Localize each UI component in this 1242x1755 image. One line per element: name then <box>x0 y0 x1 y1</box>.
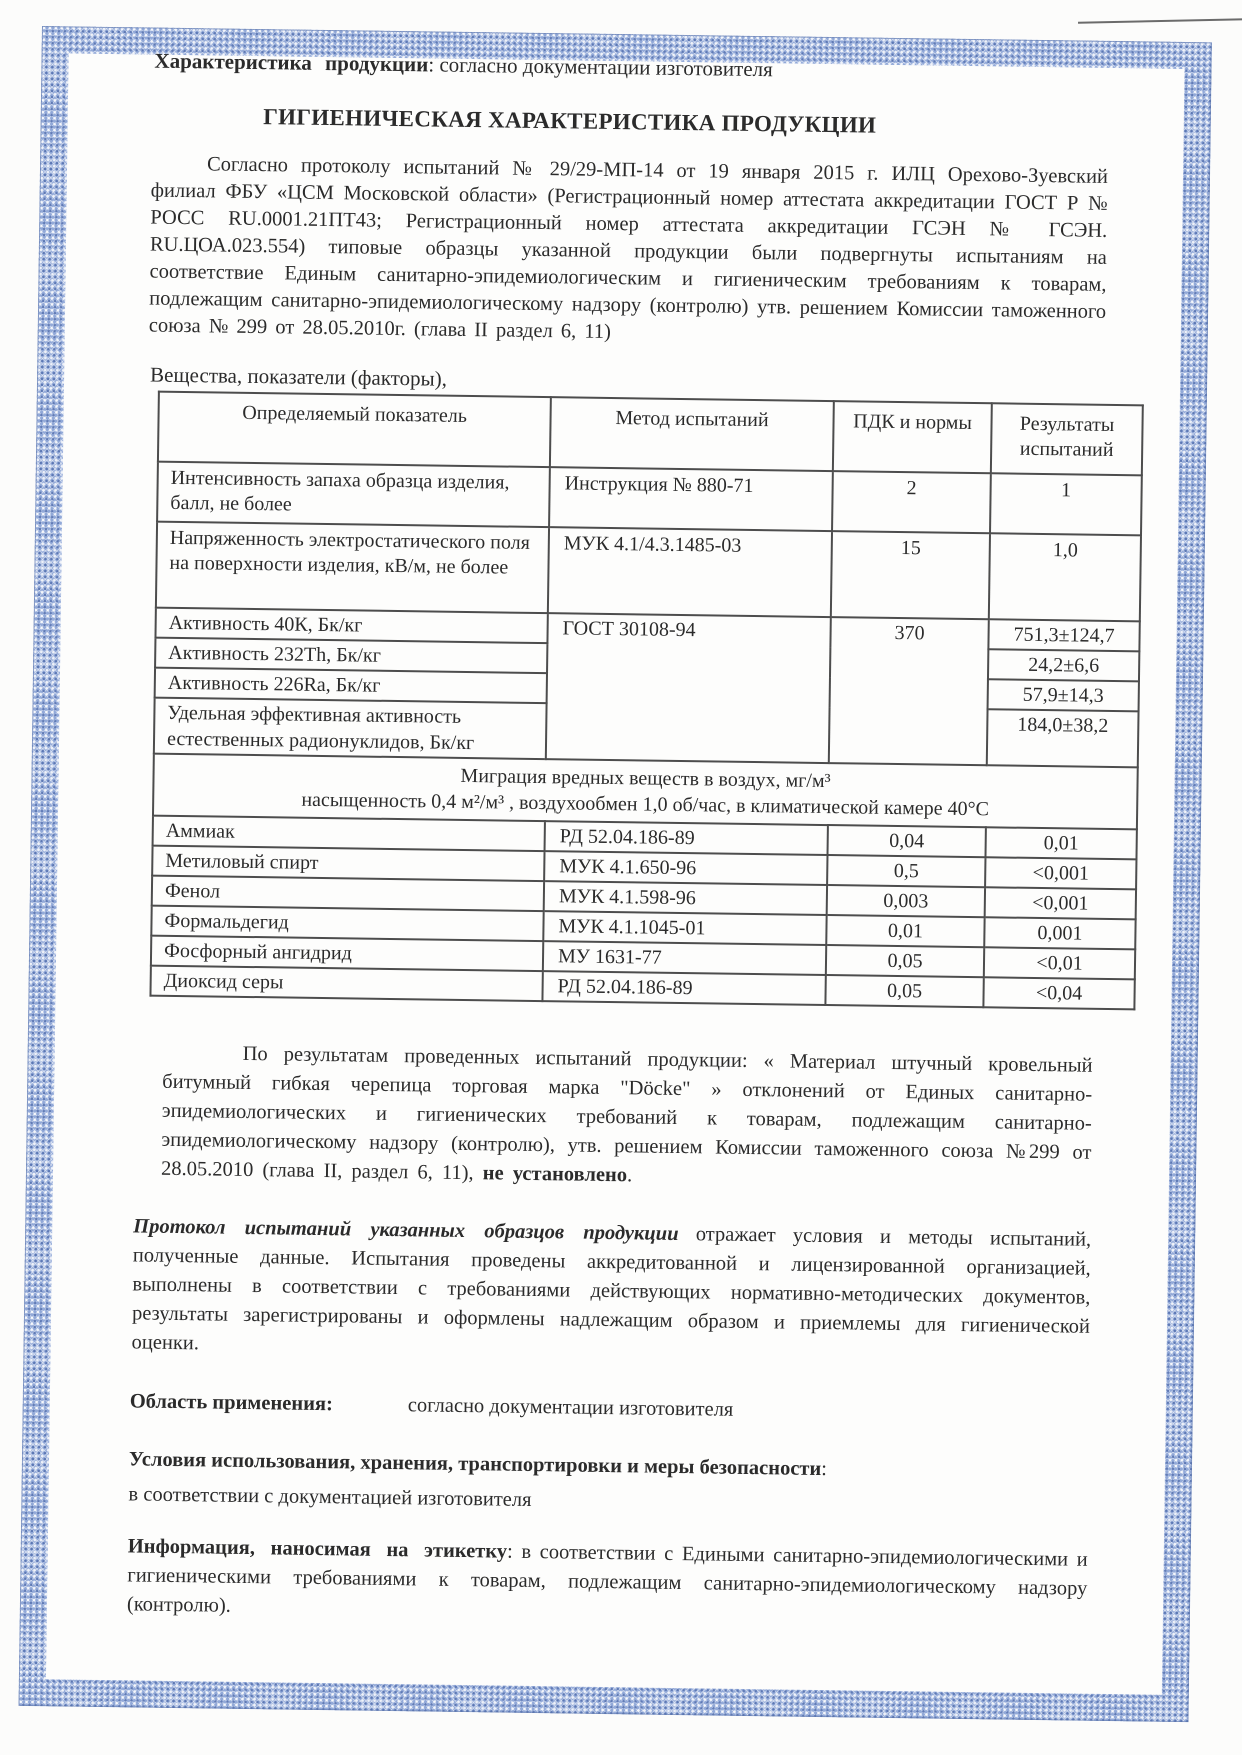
product-characteristic-line <box>154 49 773 83</box>
label-info-value: : в соответствии с Едиными санитарно-эпидемиологическими и гигиеническими требованиями к товарам, подлежащим санитарно-эпидемиологическому надзору (контролю). <box>126 1540 1088 1617</box>
cell-result: 1 <box>990 473 1142 535</box>
cell-result: 0,001 <box>984 917 1135 949</box>
cell-method: МУК 4.1.1045-01 <box>543 911 826 945</box>
cell-indicator: Удельная эффективная активность естественных радионуклидов, Бк/кг <box>154 698 547 759</box>
cell-indicator: Активность 232Th, Бк/кг <box>155 638 547 673</box>
cell-indicator: Метиловый спирт <box>152 846 544 881</box>
page-title: ГИГИЕНИЧЕСКАЯ ХАРАКТЕРИСТИКА ПРОДУКЦИИ <box>263 104 877 138</box>
cell-result: 57,9±14,3 <box>988 679 1139 711</box>
migration-title-line1: Миграция вредных веществ в воздух, мг/м³ <box>460 764 831 793</box>
document-content <box>46 48 1185 1694</box>
column-header-norm: ПДК и нормы <box>833 401 992 473</box>
cell-norm: 0,04 <box>828 825 986 857</box>
protocol-paragraph <box>131 1212 1091 1370</box>
cell-indicator: Аммиак <box>153 816 545 851</box>
protocol-lead: Протокол испытаний указанных образцов продукции <box>133 1215 679 1246</box>
cell-indicator: Активность 226Ra, Бк/кг <box>155 668 547 703</box>
scope-value: согласно документации изготовителя <box>407 1394 734 1421</box>
cell-norm: 0,05 <box>825 975 983 1007</box>
column-header-result: Результаты испытаний <box>991 403 1143 475</box>
cell-result: 24,2±6,6 <box>988 649 1139 681</box>
certificate-guilloche-border <box>19 26 1212 1722</box>
table-caption: Вещества, показатели (факторы), <box>149 362 448 391</box>
cell-norm: 0,5 <box>827 855 985 887</box>
cell-indicator: Диоксид серы <box>150 966 542 1001</box>
cell-result: <0,001 <box>985 887 1136 919</box>
cell-method: РД 52.04.186-89 <box>545 821 828 855</box>
conditions-section <box>128 1442 1114 1526</box>
test-results-table <box>149 391 1141 1011</box>
scan-artifact-line <box>1078 18 1242 24</box>
cell-norm: 0,003 <box>827 885 985 917</box>
cell-indicator: Активность 40К, Бк/кг <box>155 608 547 643</box>
conclusion-period: . <box>626 1164 633 1187</box>
cell-result: <0,04 <box>983 977 1134 1009</box>
cell-method: ГОСТ 30108-94 <box>546 613 831 763</box>
cell-method: РД 52.04.186-89 <box>542 971 825 1005</box>
cell-indicator: Фосфорный ангидрид <box>151 936 543 971</box>
column-header-indicator: Определяемый показатель <box>158 392 551 467</box>
cell-indicator: Фенол <box>152 876 544 911</box>
cell-norm: 2 <box>832 471 991 533</box>
conclusion-text: По результатам проведенных испытаний продукции: « Материал штучный кровельный битумный гибкая черепица торговая марка "Döcke" » отклонений от Единых санитарно-эпидемиологических и гигиенических требований к товарам, подлежащим санитарно-эпидемиологическому надзору (контролю), утв. решением Комиссии таможенного союза №299 от 28.05.2010 (глава II, раздел 6, 11), <box>160 1042 1093 1185</box>
label-info-label: Информация, наносимая на этикетку <box>127 1535 508 1563</box>
cell-norm: 0,05 <box>826 945 984 977</box>
cell-result: 184,0±38,2 <box>987 709 1139 767</box>
cell-result: 751,3±124,7 <box>988 619 1139 651</box>
migration-title-line2: насыщенность 0,4 м²/м³ , воздухообмен 1,0 об/час, в климатической камере 40°С <box>301 788 990 821</box>
cell-result: 1,0 <box>989 533 1141 621</box>
cell-method: МУК 4.1/4.3.1485-03 <box>548 527 832 617</box>
cell-indicator: Формальдегид <box>151 906 543 941</box>
cell-indicator: Напряженность электростатического поля на поверхности изделия, кВ/м, не более <box>156 522 549 613</box>
conclusion-paragraph <box>161 1039 1093 1197</box>
cell-result: <0,001 <box>985 857 1136 889</box>
cell-norm: 15 <box>831 531 990 619</box>
table-row <box>156 522 1141 622</box>
cell-result: <0,01 <box>984 947 1135 979</box>
scope-label: Область применения: <box>129 1390 334 1416</box>
cell-method: МУК 4.1.650-96 <box>544 851 827 885</box>
conditions-value: в соответствии с документацией изготовителя <box>128 1483 532 1511</box>
cell-norm: 0,01 <box>826 915 984 947</box>
product-characteristic-label: Характеристика продукции <box>154 48 429 77</box>
intro-paragraph: Согласно протоколу испытаний № 29/29-МП-14 от 19 января 2015 г. ИЛЦ Орехово-Зуевский филиал ФБУ «ЦСМ Московской области» (Регистрационный номер аттестата аккредитации ГОСТ Р № РОСС RU.0001.21ПТ43; Регистрационный номер аттестата аккредитации ГСЭН № ГСЭН. RU.ЦОА.023.554) типовые образцы указанной продукции были подвергнуты испытаниям на соответствие Единым санитарно-эпидемиологическим и гигиеническим требованиям к товарам, подлежащим санитарно-эпидемиологическому надзору (контролю) утв. решением Комиссии таможенного союза № 299 от 28.05.2010г. (глава II раздел 6, 11) <box>148 153 1109 343</box>
conclusion-emphasis: не установлено <box>482 1162 628 1187</box>
label-info-section <box>127 1532 1088 1632</box>
product-characteristic-value: : согласно документации изготовителя <box>428 52 773 82</box>
cell-method: Инструкция № 880-71 <box>549 467 833 531</box>
conditions-label: Условия использования, хранения, транспортировки и меры безопасности <box>128 1448 822 1481</box>
cell-indicator: Интенсивность запаха образца изделия, балл, не более <box>157 462 550 527</box>
conditions-colon: : <box>821 1458 828 1481</box>
cell-norm: 370 <box>829 617 989 765</box>
cell-method: МУ 1631-77 <box>543 941 826 975</box>
cell-method: МУК 4.1.598-96 <box>544 881 827 915</box>
cell-result: 0,01 <box>985 827 1136 859</box>
column-header-method: Метод испытаний <box>550 397 834 471</box>
protocol-text: отражает условия и методы испытаний, полученные данные. Испытания проведены аккредитованной и лицензированной организацией, выполнены в соответствии с требованиями действующих нормативно-методических документов, результаты зарегистрированы и оформлены надлежащим образом и приемлемы для гигиенической оценки. <box>131 1223 1092 1355</box>
scope-section <box>130 1390 734 1421</box>
